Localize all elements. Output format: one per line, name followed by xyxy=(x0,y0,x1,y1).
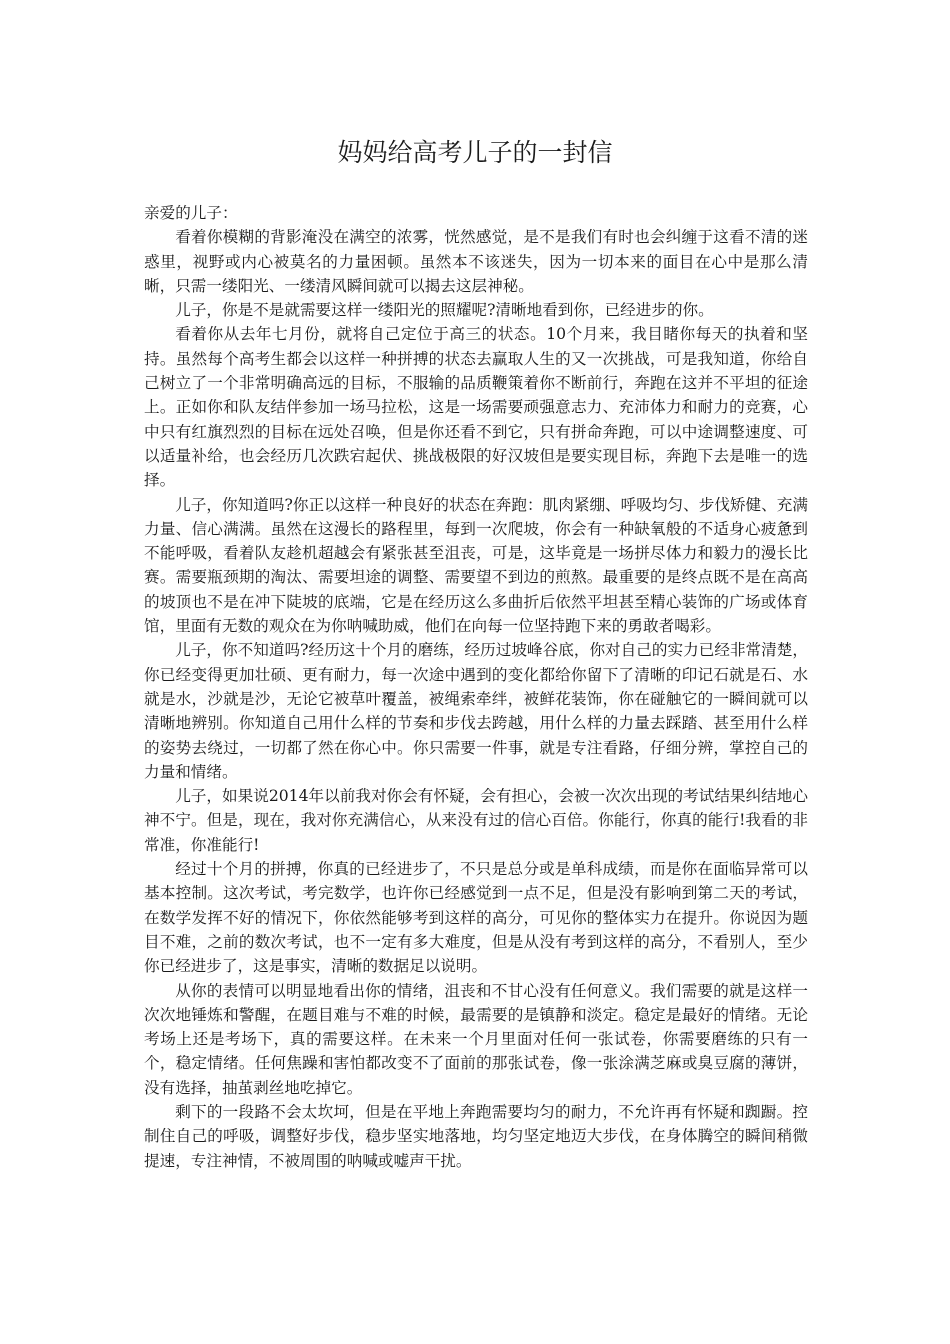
letter-body xyxy=(144,201,808,1173)
paragraph-8: 从你的表情可以明显地看出你的情绪，沮丧和不甘心没有任何意义。我们需要的就是这样一次次地锤炼和警醒，在题目难与不难的时候，最需要的是镇静和淡定。稳定是最好的情绪。无论考场上还是考场下，真的需要这样。在未来一个月里面对任何一张试卷，你需要磨练的只有一个，稳定情绪。任何焦躁和害怕都改变不了面前的那张试卷，像一张涂满芝麻或臭豆腐的薄饼，没有选择，抽茧剥丝地吃掉它。 xyxy=(144,981,808,1097)
paragraph-9: 剩下的一段路不会太坎坷，但是在平地上奔跑需要均匀的耐力，不允许再有怀疑和踟蹰。控制住自己的呼吸，调整好步伐，稳步坚实地落地，均匀坚定地迈大步伐，在身体腾空的瞬间稍微提速，专注神情，不被周围的呐喊或嘘声干扰。 xyxy=(144,1102,808,1170)
paragraph-7: 经过十个月的拼搏，你真的已经进步了，不只是总分或是单科成绩，而是你在面临异常可以基本控制。这次考试，考完数学，也许你已经感觉到一点不足，但是没有影响到第二天的考试，在数学发挥不好的情况下，你依然能够考到这样的高分，可见你的整体实力在提升。你说因为题目不难，之前的数次考试，也不一定有多大难度，但是从没有考到这样的高分，不看别人，至少你已经进步了，这是事实，清晰的数据足以说明。 xyxy=(144,860,808,976)
paragraph-5: 儿子，你不知道吗?经历这十个月的磨练，经历过坡峰谷底，你对自己的实力已经非常清楚，你已经变得更加壮硕、更有耐力，每一次途中遇到的变化都给你留下了清晰的印记石就是石、水就是水，沙就是沙，无论它被草叶覆盖，被绳索牵绊，被鲜花装饰，你在碰触它的一瞬间就可以清晰地辨别。你知道自己用什么样的节奏和步伐去跨越，用什么样的力量去踩踏、甚至用什么样的姿势去绕过，一切都了然在你心中。你只需要一件事，就是专注看路，仔细分辨，掌控自己的力量和情绪。 xyxy=(144,641,808,781)
letter-salutation: 亲爱的儿子： xyxy=(144,204,238,222)
document-title: 妈妈给高考儿子的一封信 xyxy=(337,138,613,167)
paragraph-3: 看着你从去年七月份，就将自己定位于高三的状态。10个月来，我目睹你每天的执着和坚持。虽然每个高考生都会以这样一种拼搏的状态去赢取人生的又一次挑战，可是我知道，你给自己树立了一个非常明确高远的目标，不服输的品质鞭策着你不断前行，奔跑在这并不平坦的征途上。正如你和队友结伴参加一场马拉松，这是一场需要顽强意志力、充沛体力和耐力的竞赛，心中只有红旗烈烈的目标在远处召唤，但是你还看不到它，只有拼命奔跑，可以中途调整速度、可以适量补给，也会经历几次跌宕起伏、挑战极限的好汉坡但是要实现目标，奔跑下去是唯一的选择。 xyxy=(144,325,808,490)
paragraph-2: 儿子，你是不是就需要这样一缕阳光的照耀呢?清晰地看到你，已经进步的你。 xyxy=(175,301,714,320)
paragraph-4: 儿子，你知道吗?你正以这样一种良好的状态在奔跑：肌肉紧绷、呼吸均匀、步伐矫健、充满力量、信心满满。虽然在这漫长的路程里，每到一次爬坡，你会有一种缺氧般的不适身心疲惫到不能呼吸，看着队友趁机超越会有紧张甚至沮丧，可是，这毕竟是一场拼尽体力和毅力的漫长比赛。需要瓶颈期的淘汰、需要坦途的调整、需要望不到边的煎熬。最重要的是终点既不是在高高的坡顶也不是在冲下陡坡的底端，它是在经历这么多曲折后依然平坦甚至精心装饰的广场或体育馆，里面有无数的观众在为你呐喊助威，他们在向每一位坚持跑下来的勇敢者喝彩。 xyxy=(144,495,808,636)
paragraph-6: 儿子，如果说2014年以前我对你会有怀疑，会有担心，会被一次次出现的考试结果纠结地心神不宁。但是，现在，我对你充满信心，从来没有过的信心百倍。你能行，你真的能行!我看的非常准，你准能行! xyxy=(144,787,808,854)
paragraph-1: 看着你模糊的背影淹没在满空的浓雾，恍然感觉，是不是我们有时也会纠缠于这看不清的迷惑里，视野或内心被莫名的力量困顿。虽然本不该迷失，因为一切本来的面目在心中是那么清晰，只需一缕阳光、一缕清风瞬间就可以揭去这层神秘。 xyxy=(144,228,808,295)
